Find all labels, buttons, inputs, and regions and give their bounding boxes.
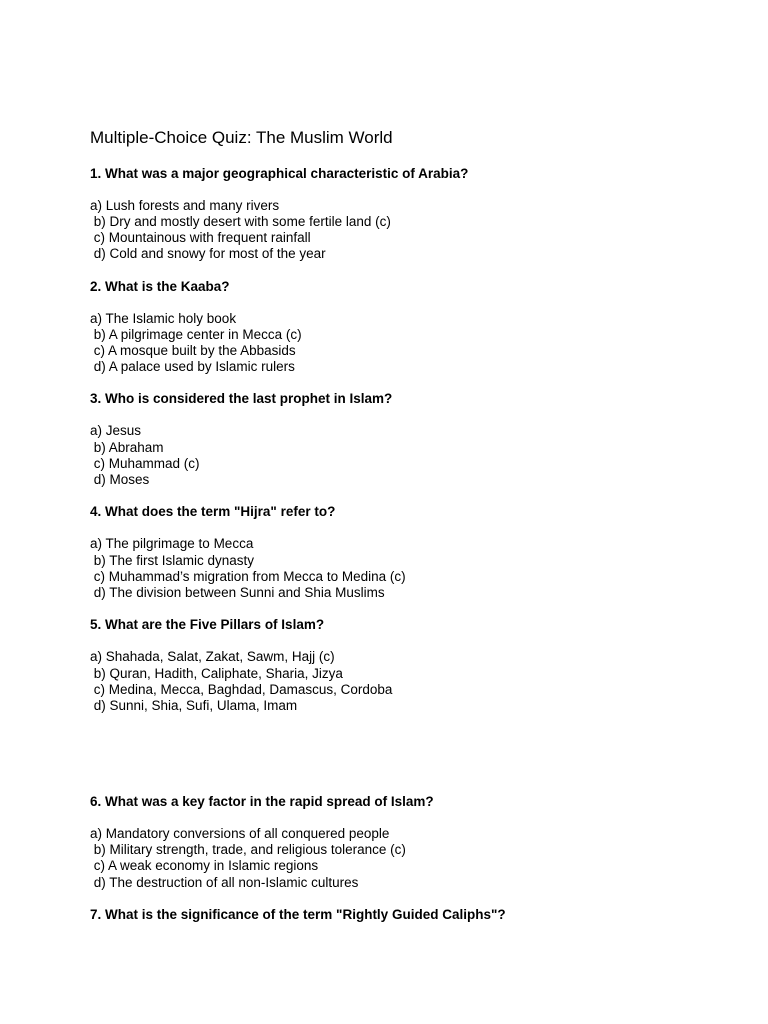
question-6-option-d: d) The destruction of all non-Islamic cultures bbox=[90, 875, 359, 890]
question-4-option-a: a) The pilgrimage to Mecca bbox=[90, 536, 254, 551]
question-1-option-a: a) Lush forests and many rivers bbox=[90, 198, 280, 213]
question-4-option-c: c) Muhammad’s migration from Mecca to Medina (c) bbox=[90, 569, 406, 584]
question-3-option-b: b) Abraham bbox=[90, 440, 164, 455]
question-1-option-d: d) Cold and snowy for most of the year bbox=[90, 246, 326, 261]
question-5-text: 5. What are the Five Pillars of Islam? bbox=[90, 617, 325, 632]
question-6-option-b: b) Military strength, trade, and religious tolerance (c) bbox=[90, 842, 406, 857]
question-2-option-b: b) A pilgrimage center in Mecca (c) bbox=[90, 327, 302, 342]
question-5-option-d: d) Sunni, Shia, Sufi, Ulama, Imam bbox=[90, 698, 298, 713]
question-4-option-d: d) The division between Sunni and Shia Muslims bbox=[90, 585, 385, 600]
page-title: Multiple-Choice Quiz: The Muslim World bbox=[90, 128, 393, 147]
question-4-option-b: b) The first Islamic dynasty bbox=[90, 553, 255, 568]
question-5-option-a: a) Shahada, Salat, Zakat, Sawm, Hajj (c) bbox=[90, 649, 335, 664]
question-7-text: 7. What is the significance of the term "Rightly Guided Caliphs"? bbox=[90, 907, 506, 922]
question-2-option-c: c) A mosque built by the Abbasids bbox=[90, 343, 296, 358]
question-5-option-c: c) Medina, Mecca, Baghdad, Damascus, Cordoba bbox=[90, 682, 393, 697]
question-3-option-d: d) Moses bbox=[90, 472, 150, 487]
question-1-option-c: c) Mountainous with frequent rainfall bbox=[90, 230, 311, 245]
question-3-option-c: c) Muhammad (c) bbox=[90, 456, 200, 471]
question-1-option-b: b) Dry and mostly desert with some fertile land (c) bbox=[90, 214, 391, 229]
question-2-option-d: d) A palace used by Islamic rulers bbox=[90, 359, 295, 374]
question-5-option-b: b) Quran, Hadith, Caliphate, Sharia, Jizya bbox=[90, 666, 343, 681]
question-1-text: 1. What was a major geographical characteristic of Arabia? bbox=[90, 166, 469, 181]
question-4-text: 4. What does the term "Hijra" refer to? bbox=[90, 504, 336, 519]
question-3-option-a: a) Jesus bbox=[90, 423, 142, 438]
question-2-text: 2. What is the Kaaba? bbox=[90, 279, 230, 294]
question-6-option-a: a) Mandatory conversions of all conquered people bbox=[90, 826, 390, 841]
question-6-text: 6. What was a key factor in the rapid spread of Islam? bbox=[90, 794, 434, 809]
question-3-text: 3. Who is considered the last prophet in Islam? bbox=[90, 391, 393, 406]
question-6-option-c: c) A weak economy in Islamic regions bbox=[90, 858, 319, 873]
question-2-option-a: a) The Islamic holy book bbox=[90, 311, 237, 326]
